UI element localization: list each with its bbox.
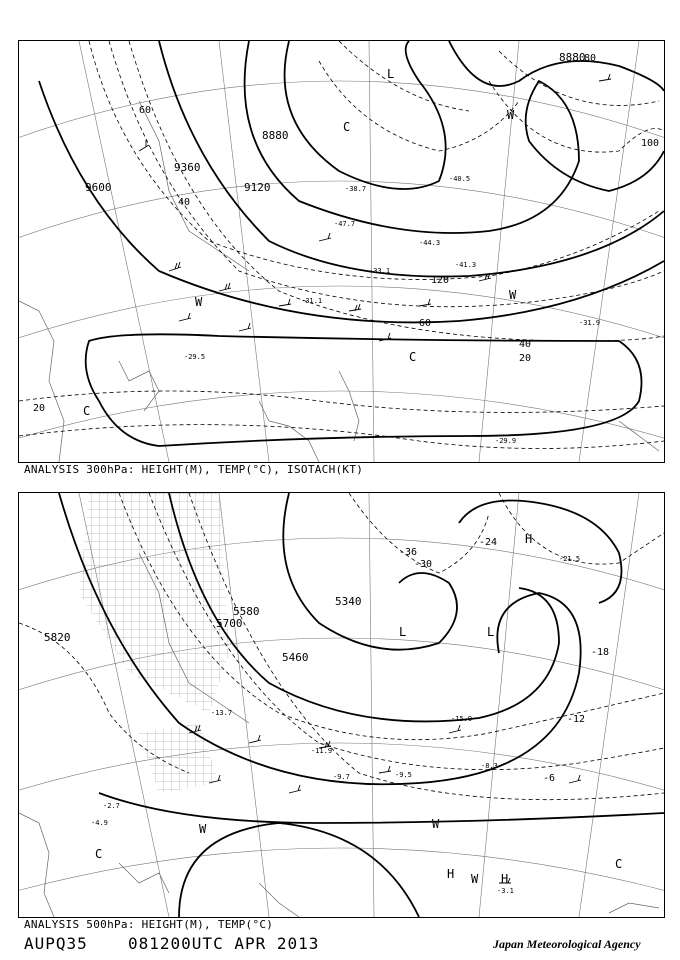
station-temp: -31.9: [579, 319, 601, 327]
cold-center-label: C: [95, 847, 103, 861]
station-temp: -8.3: [481, 762, 498, 770]
upper-map-drawing: [19, 41, 664, 462]
warm-center-label: W: [195, 295, 203, 309]
height-label: 5820: [44, 631, 71, 644]
lower-500hpa-map: [18, 492, 665, 918]
station-temp: -4.9: [91, 819, 108, 827]
chart-id: AUPQ35: [24, 934, 88, 953]
lower-map-drawing: [19, 493, 664, 917]
station-temp: -2.7: [103, 802, 120, 810]
temp-label: -24: [479, 537, 498, 548]
station-temp: -9.5: [395, 771, 412, 779]
station-temp: -15.9: [451, 715, 473, 723]
upper-chart-caption: ANALYSIS 300hPa: HEIGHT(M), TEMP(°C), ISOTACH(KT): [24, 463, 364, 476]
height-contours: [39, 41, 664, 446]
moisture-hatching: [139, 723, 219, 793]
station-temp: -29.5: [184, 353, 206, 361]
cold-center-label: C: [615, 857, 623, 871]
station-temp: -44.3: [419, 239, 441, 247]
temp-label: -6: [543, 773, 556, 784]
height-label: 8880: [559, 51, 586, 64]
warm-center-label: W: [471, 872, 479, 886]
low-center-label: L: [387, 67, 395, 81]
station-temp: -47.7: [334, 220, 356, 228]
upper-300hpa-map: [18, 40, 665, 463]
isotach-label: 80: [584, 53, 597, 64]
wind-barbs: [189, 725, 581, 883]
temp-label: -30: [414, 559, 433, 570]
high-center-label: H: [525, 532, 533, 546]
cold-center-label: C: [83, 404, 91, 418]
isotach-label: 60: [139, 105, 152, 116]
isotach-label: 20: [519, 353, 532, 364]
low-center-label: L: [399, 625, 407, 639]
height-label: 9360: [174, 161, 201, 174]
isotherms: [19, 41, 664, 449]
station-temp: -33.1: [369, 267, 391, 275]
isotach-label: 20: [33, 403, 46, 414]
station-temp: -40.5: [449, 175, 471, 183]
low-center-label: L: [487, 625, 495, 639]
cold-center-label: C: [343, 120, 351, 134]
height-label: 5580: [233, 605, 260, 618]
isotach-label: 60: [419, 318, 432, 329]
isotach-label: 40: [519, 339, 532, 350]
isotach-label: 120: [431, 275, 450, 286]
graticule: [19, 41, 664, 462]
warm-center-label: W: [432, 817, 440, 831]
height-label: 9600: [85, 181, 112, 194]
temp-label: -18: [591, 647, 610, 658]
temp-label: -36: [399, 547, 418, 558]
height-label: 5340: [335, 595, 362, 608]
high-center-label: H: [447, 867, 455, 881]
station-temp: -31.1: [301, 297, 323, 305]
lower-chart-caption: ANALYSIS 500hPa: HEIGHT(M), TEMP(°C): [24, 918, 274, 931]
height-label: 5700: [216, 617, 243, 630]
station-temp: -9.7: [333, 773, 350, 781]
station-temp: -41.3: [455, 261, 477, 269]
station-temp: -13.7: [211, 709, 233, 717]
analysis-datetime: 081200UTC APR 2013: [128, 934, 320, 953]
height-label: 8880: [262, 129, 289, 142]
warm-center-label: W: [507, 108, 515, 122]
warm-center-label: W: [509, 288, 517, 302]
station-temp: -11.9: [311, 747, 333, 755]
temp-label: -12: [567, 714, 586, 725]
station-temp: -3.1: [497, 887, 514, 895]
isotach-label: 100: [641, 138, 660, 149]
coastline: [19, 101, 659, 462]
isotach-label: 40: [178, 197, 191, 208]
high-center-label: H: [501, 872, 509, 886]
station-temp: -38.7: [345, 185, 367, 193]
wind-barbs: [139, 74, 611, 341]
agency-name: Japan Meteorological Agency: [493, 937, 641, 951]
station-temp: -21.5: [559, 555, 581, 563]
height-label: 9120: [244, 181, 271, 194]
cold-center-label: C: [409, 350, 417, 364]
warm-center-label: W: [199, 822, 207, 836]
height-label: 5460: [282, 651, 309, 664]
height-labels: [85, 51, 586, 194]
station-temp: -29.9: [495, 437, 517, 445]
moisture-hatching: [79, 493, 229, 713]
isotach-labels: [33, 53, 659, 414]
